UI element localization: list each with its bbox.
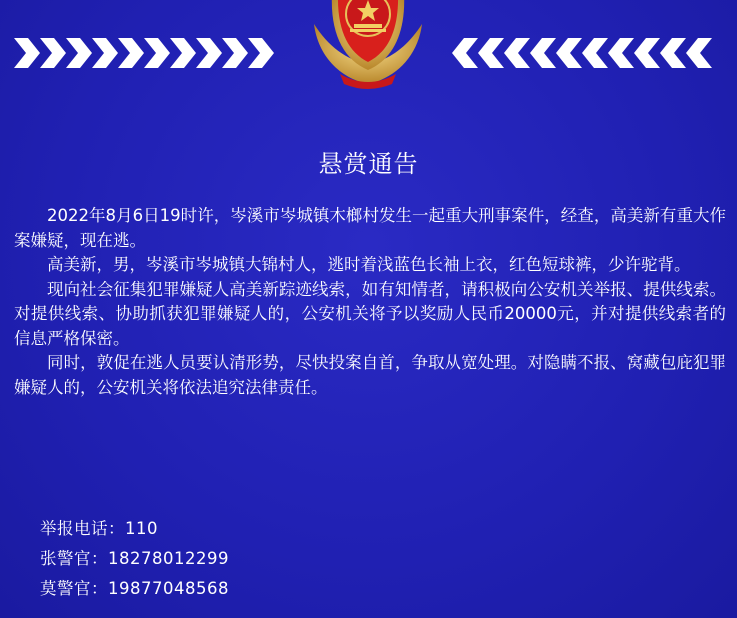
right-chevron-banner bbox=[452, 38, 727, 68]
paragraph-warning: 同时，敦促在逃人员要认清形势，尽快投案自首，争取从宽处理。对隐瞒不报、窝藏包庇犯罪嫌疑人的，公安机关将依法追究法律责任。 bbox=[14, 353, 726, 397]
contact-officer-mo: 莫警官：19877048568 bbox=[40, 579, 229, 598]
contact-hotline: 举报电话：110 bbox=[40, 519, 158, 538]
paragraph-suspect: 高美新，男，岑溪市岑城镇大锦村人，逃时着浅蓝色长袖上衣，红色短球裤，少许驼背。 bbox=[47, 255, 691, 274]
chevron-left-icon bbox=[10, 38, 280, 68]
police-emblem-icon bbox=[304, 0, 432, 90]
chevron-left-icon bbox=[452, 38, 727, 68]
left-chevron-banner bbox=[10, 38, 280, 68]
paragraph-reward: 现向社会征集犯罪嫌疑人高美新踪迹线索，如有知情者，请积极向公安机关举报、提供线索。对提供线索、协助抓获犯罪嫌疑人的，公安机关将予以奖励人民币20000元，并对提供线索者的信息严格保密。 bbox=[14, 279, 726, 348]
notice-body bbox=[14, 204, 726, 400]
contact-officer-zhang: 张警官：18278012299 bbox=[40, 549, 229, 568]
notice-title: 悬赏通告 bbox=[318, 150, 419, 178]
contact-list bbox=[40, 514, 229, 604]
paragraph-case: 2022年8月6日19时许，岑溪市岑城镇木榔村发生一起重大刑事案件，经查，高美新有重大作案嫌疑，现在逃。 bbox=[14, 206, 726, 250]
